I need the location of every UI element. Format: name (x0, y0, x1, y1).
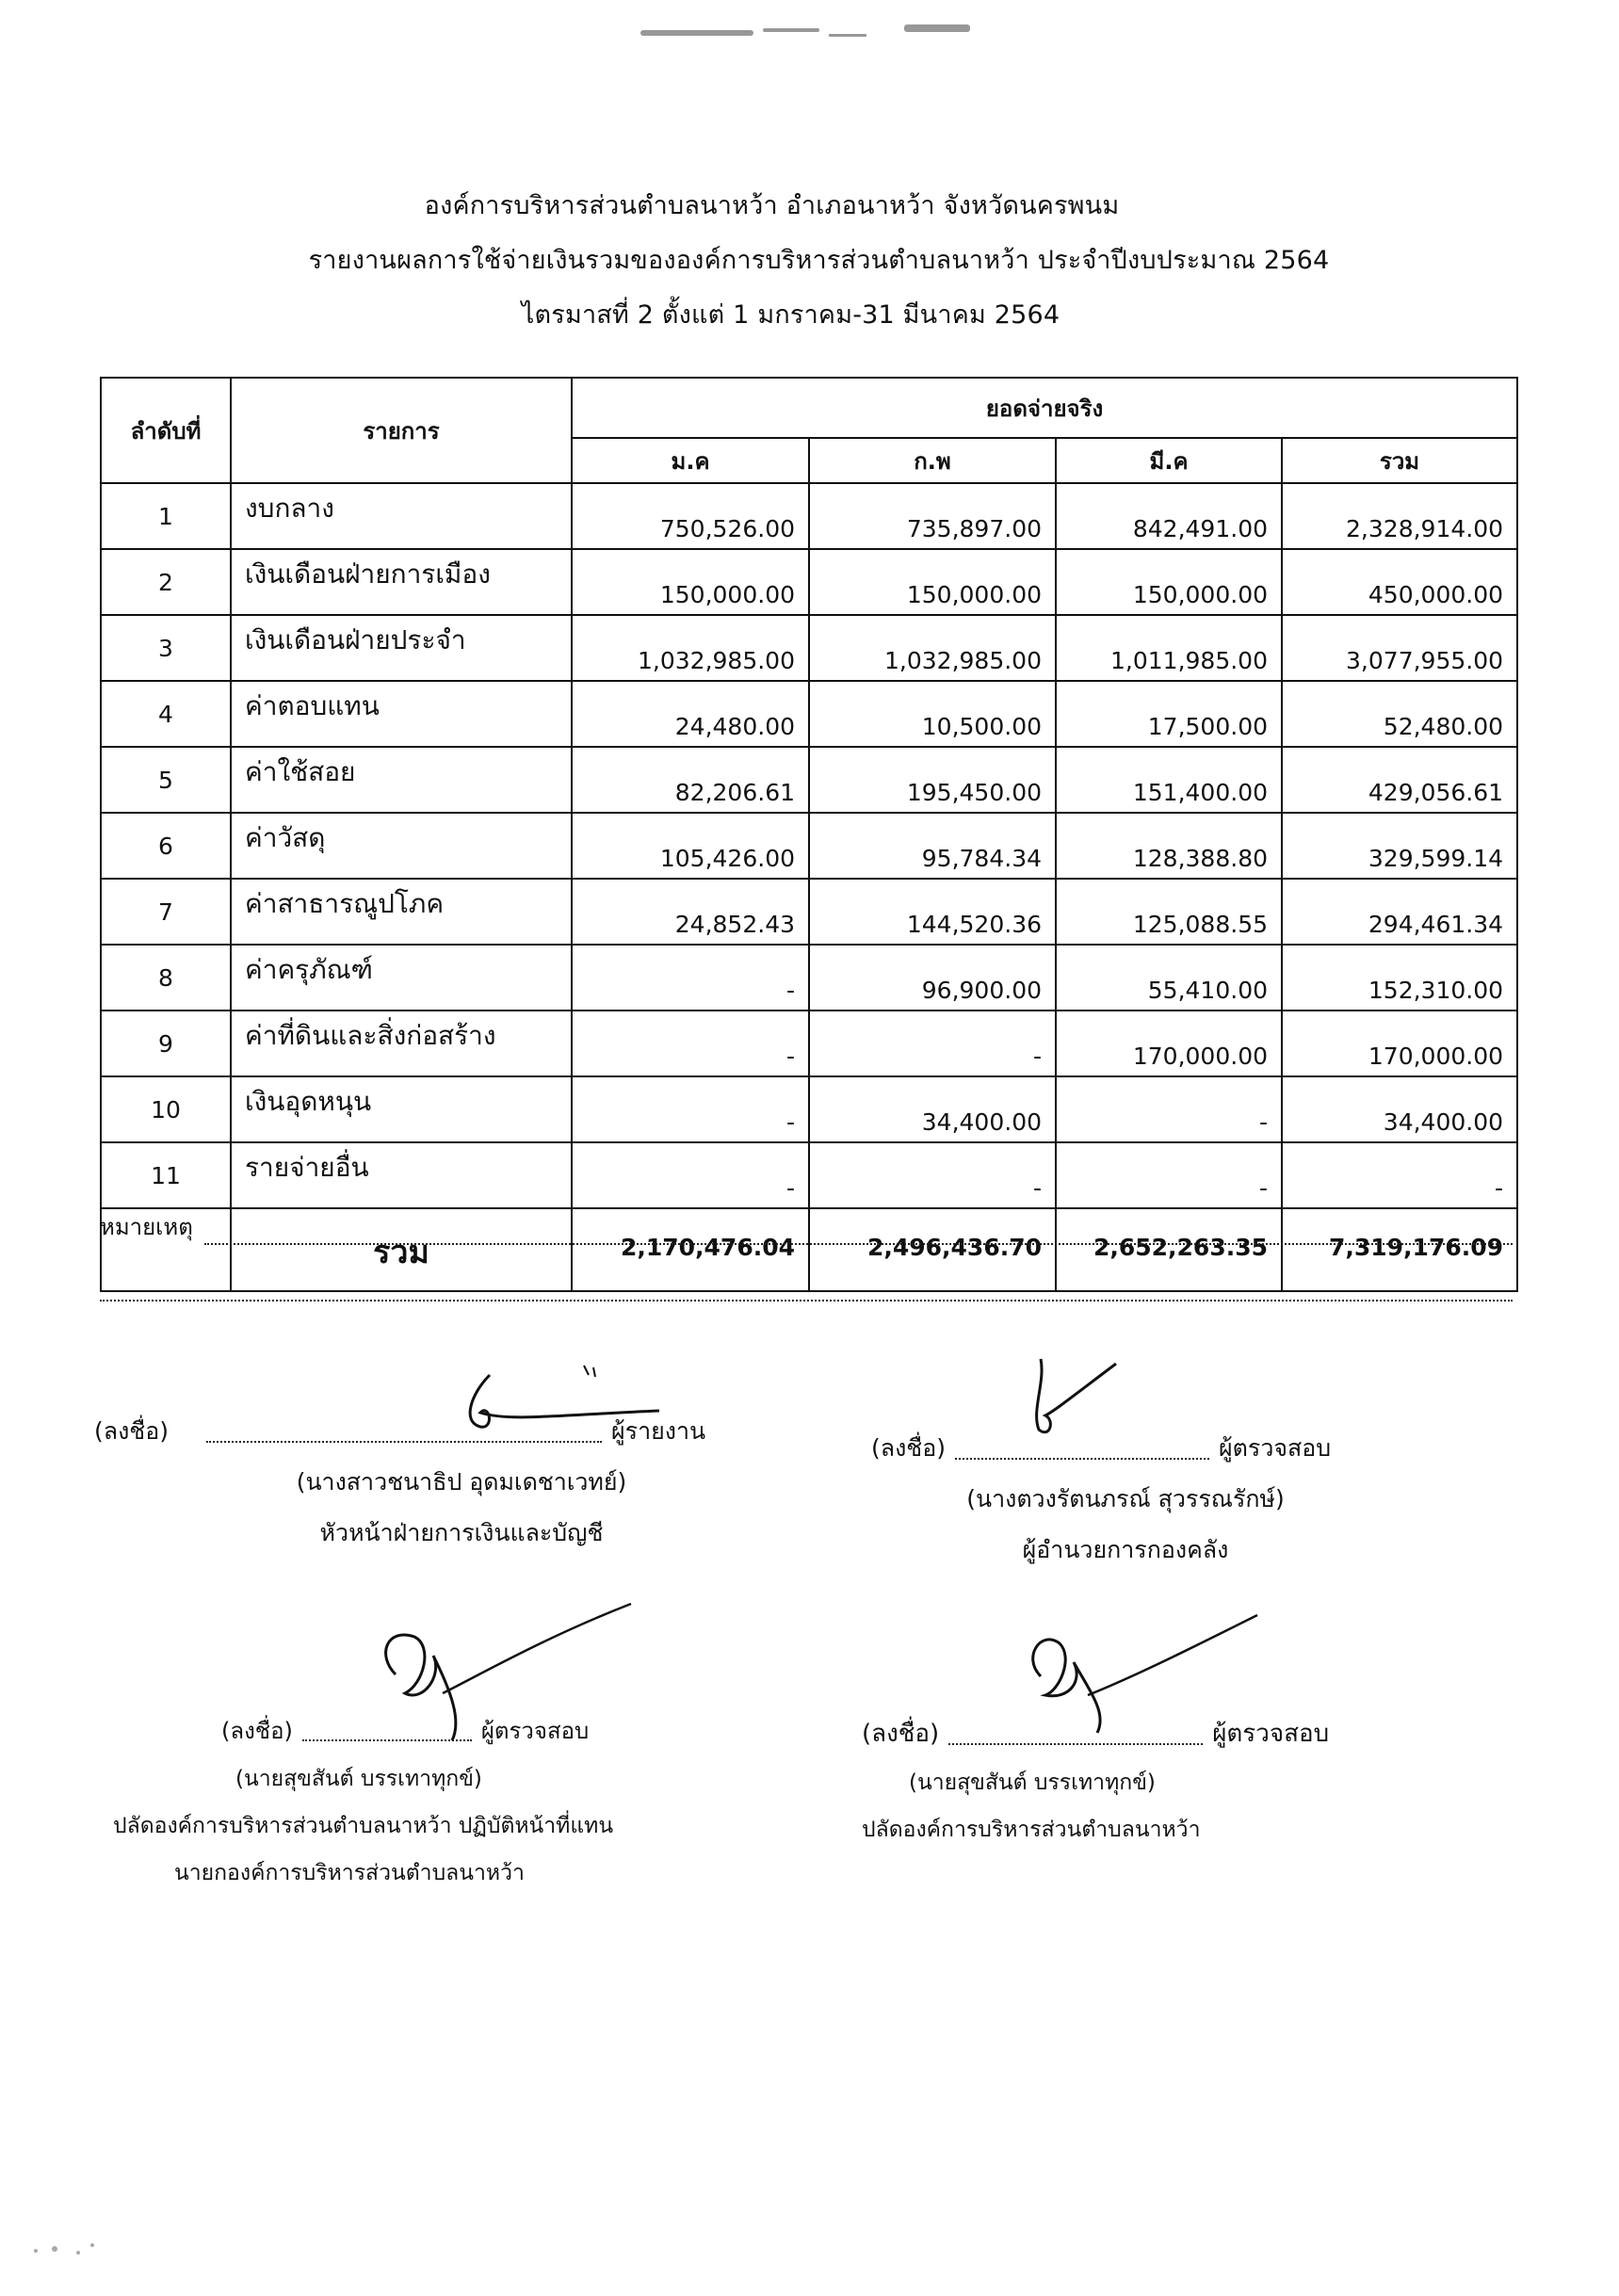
row-number: 4 (101, 681, 231, 747)
scan-artifact (26, 2232, 111, 2270)
row-item: เงินเดือนฝ่ายประจำ (231, 615, 572, 681)
row-item: เงินอุดหนุน (231, 1076, 572, 1142)
row-feb: 1,032,985.00 (809, 615, 1056, 681)
header-period: ไตรมาสที่ 2 ตั้งแต่ 1 มกราคม-31 มีนาคม 2564 (521, 300, 1060, 330)
row-total: 34,400.00 (1282, 1076, 1517, 1142)
row-total: 429,056.61 (1282, 747, 1517, 813)
signature-block-inspector-1 (871, 1430, 1399, 1569)
signer-name: (นางสาวชนาธิป อุดมเดชาเวทย์) (296, 1468, 627, 1496)
row-mar: 128,388.80 (1056, 813, 1282, 879)
header-feb: ก.พ (809, 438, 1056, 483)
expense-table (100, 377, 1518, 1292)
row-item: ค่าตอบแทน (231, 681, 572, 747)
signer-position: ผู้อำนวยการกองคลัง (1022, 1536, 1229, 1563)
sign-prefix: (ลงชื่อ) (871, 1434, 947, 1462)
row-jan: - (572, 945, 809, 1011)
header-total: รวม (1282, 438, 1517, 483)
row-number: 5 (101, 747, 231, 813)
signer-name: (นายสุขสันต์ บรรเทาทุกข์) (235, 1767, 482, 1791)
remark-section (100, 1208, 1513, 1302)
row-number: 7 (101, 879, 231, 945)
sign-role: ผู้รายงาน (611, 1417, 706, 1445)
row-total: 152,310.00 (1282, 945, 1517, 1011)
sign-prefix: (ลงชื่อ) (94, 1417, 170, 1445)
signature-block-reporter (94, 1413, 791, 1552)
table-body (101, 483, 1517, 1208)
table-row (101, 549, 1517, 615)
header-actual-spend: ยอดจ่ายจริง (572, 378, 1517, 438)
row-jan: - (572, 1142, 809, 1208)
row-number: 11 (101, 1142, 231, 1208)
row-feb: 195,450.00 (809, 747, 1056, 813)
total-mar: 2,652,263.35 (1056, 1208, 1282, 1291)
row-feb: - (809, 1011, 1056, 1076)
table-row (101, 1011, 1517, 1076)
row-mar: 1,011,985.00 (1056, 615, 1282, 681)
header-no: ลำดับที่ (101, 378, 231, 483)
row-item: ค่าสาธารณูปโภค (231, 879, 572, 945)
signer-position-2: นายกองค์การบริหารส่วนตำบลนาหว้า (174, 1861, 525, 1885)
row-mar: 150,000.00 (1056, 549, 1282, 615)
signer-position: หัวหน้าฝ่ายการเงินและบัญชี (319, 1519, 604, 1546)
row-item: งบกลาง (231, 483, 572, 549)
row-feb: 10,500.00 (809, 681, 1056, 747)
total-feb: 2,496,436.70 (809, 1208, 1056, 1291)
total-sum: 7,319,176.09 (1282, 1208, 1517, 1291)
row-item: รายจ่ายอื่น (231, 1142, 572, 1208)
table-row (101, 747, 1517, 813)
row-feb: 735,897.00 (809, 483, 1056, 549)
row-number: 10 (101, 1076, 231, 1142)
handwritten-signature (1003, 1610, 1267, 1752)
row-total: 170,000.00 (1282, 1011, 1517, 1076)
row-jan: - (572, 1011, 809, 1076)
scan-artifact (622, 17, 1017, 55)
signature-block-inspector-3 (862, 1714, 1483, 1847)
row-mar: 151,400.00 (1056, 747, 1282, 813)
header-jan: ม.ค (572, 438, 809, 483)
row-mar: - (1056, 1076, 1282, 1142)
row-number: 2 (101, 549, 231, 615)
table-row (101, 1076, 1517, 1142)
header-report-title: รายงานผลการใช้จ่ายเงินรวมขององค์การบริหารส่วนตำบลนาหว้า ประจำปีงบประมาณ 2564 (308, 246, 1330, 275)
row-number: 8 (101, 945, 231, 1011)
row-feb: 34,400.00 (809, 1076, 1056, 1142)
document-header (0, 179, 1619, 343)
sign-role: ผู้ตรวจสอบ (1219, 1434, 1332, 1462)
row-jan: 105,426.00 (572, 813, 809, 879)
table-row (101, 1142, 1517, 1208)
total-jan: 2,170,476.04 (572, 1208, 809, 1291)
table-row (101, 879, 1517, 945)
row-total: 450,000.00 (1282, 549, 1517, 615)
table-row (101, 945, 1517, 1011)
handwritten-signature (358, 1599, 640, 1750)
remark-dotted-line (204, 1222, 1513, 1245)
row-feb: 96,900.00 (809, 945, 1056, 1011)
header-item: รายการ (231, 378, 572, 483)
row-number: 9 (101, 1011, 231, 1076)
signer-position: ปลัดองค์การบริหารส่วนตำบลนาหว้า (862, 1818, 1201, 1842)
row-number: 1 (101, 483, 231, 549)
handwritten-signature (452, 1356, 669, 1441)
row-item: ค่าครุภัณฑ์ (231, 945, 572, 1011)
row-jan: 82,206.61 (572, 747, 809, 813)
row-feb: - (809, 1142, 1056, 1208)
row-total: 2,328,914.00 (1282, 483, 1517, 549)
signer-position: ปลัดองค์การบริหารส่วนตำบลนาหว้า ปฏิบัติหน้าที่แทน (113, 1814, 614, 1838)
row-total: 52,480.00 (1282, 681, 1517, 747)
table-row (101, 483, 1517, 549)
table-row (101, 615, 1517, 681)
signer-name: (นางตวงรัตนภรณ์ สุวรรณรักษ์) (966, 1485, 1285, 1512)
sign-role: ผู้ตรวจสอบ (480, 1718, 590, 1744)
table-row (101, 813, 1517, 879)
row-item: เงินเดือนฝ่ายการเมือง (231, 549, 572, 615)
row-item: ค่าใช้สอย (231, 747, 572, 813)
header-mar: มี.ค (1056, 438, 1282, 483)
total-label: รวม (231, 1208, 572, 1291)
sign-prefix: (ลงชื่อ) (862, 1720, 940, 1748)
row-jan: 150,000.00 (572, 549, 809, 615)
row-mar: 170,000.00 (1056, 1011, 1282, 1076)
row-mar: 125,088.55 (1056, 879, 1282, 945)
handwritten-signature (1012, 1354, 1144, 1448)
row-number: 6 (101, 813, 231, 879)
signer-name: (นายสุขสันต์ บรรเทาทุกข์) (909, 1771, 1156, 1795)
row-jan: 1,032,985.00 (572, 615, 809, 681)
row-total: 294,461.34 (1282, 879, 1517, 945)
row-feb: 150,000.00 (809, 549, 1056, 615)
row-total: 329,599.14 (1282, 813, 1517, 879)
row-jan: 24,480.00 (572, 681, 809, 747)
signature-block-inspector-2 (113, 1712, 772, 1890)
row-mar: 55,410.00 (1056, 945, 1282, 1011)
remark-dotted-line-2 (100, 1279, 1513, 1302)
header-organization: องค์การบริหารส่วนตำบลนาหว้า อำเภอนาหว้า จังหวัดนครพนม (424, 191, 1120, 220)
row-total: 3,077,955.00 (1282, 615, 1517, 681)
row-mar: 842,491.00 (1056, 483, 1282, 549)
row-mar: - (1056, 1142, 1282, 1208)
sign-role: ผู้ตรวจสอบ (1212, 1720, 1330, 1748)
row-jan: 24,852.43 (572, 879, 809, 945)
row-feb: 144,520.36 (809, 879, 1056, 945)
table-row (101, 681, 1517, 747)
row-item: ค่าวัสดุ (231, 813, 572, 879)
sign-prefix: (ลงชื่อ) (221, 1718, 293, 1744)
row-feb: 95,784.34 (809, 813, 1056, 879)
row-mar: 17,500.00 (1056, 681, 1282, 747)
row-total: - (1282, 1142, 1517, 1208)
row-number: 3 (101, 615, 231, 681)
row-jan: 750,526.00 (572, 483, 809, 549)
signature-line (955, 1448, 1209, 1460)
row-jan: - (572, 1076, 809, 1142)
row-item: ค่าที่ดินและสิ่งก่อสร้าง (231, 1011, 572, 1076)
remark-label: หมายเหตุ (100, 1214, 193, 1240)
